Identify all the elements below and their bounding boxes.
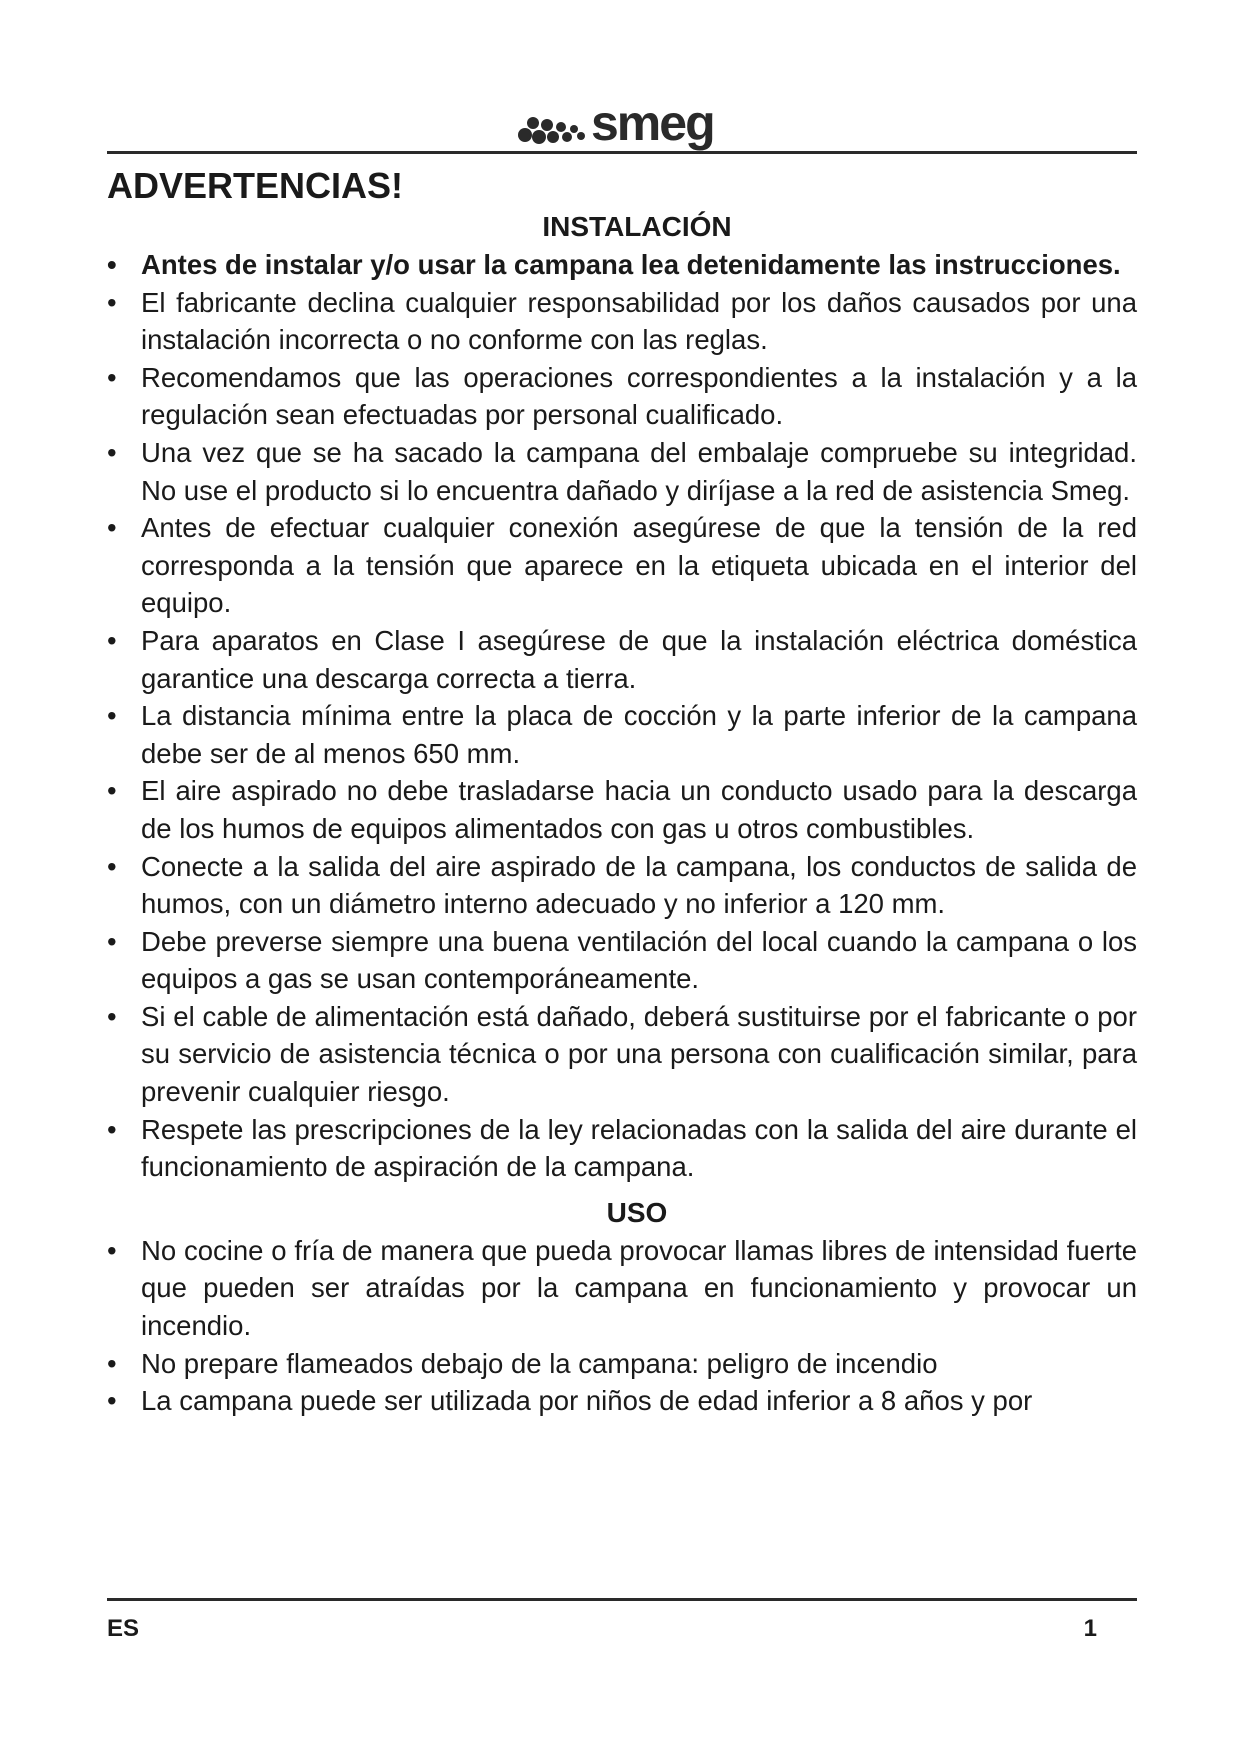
list-item: • La distancia mínima entre la placa de cocción y la parte inferior de la campana debe ser de al menos 650 mm. (107, 697, 1137, 772)
section-heading-uso: USO (606, 1196, 668, 1228)
brand-wordmark: smeg (591, 95, 714, 151)
list-item: • El aire aspirado no debe trasladarse hacia un conducto usado para la descarga de los humos de equipos alimentados con gas u otros combustibles. (107, 772, 1137, 847)
list-item: • Para aparatos en Clase I asegúrese de que la instalación eléctrica doméstica garantice una descarga correcta a tierra. (107, 622, 1137, 697)
warnings-content (107, 208, 1137, 1420)
brand-logo (517, 95, 714, 151)
list-item: • No cocine o fría de manera que pueda provocar llamas libres de intensidad fuerte que pueden ser atraídas por la campana en funcionamiento y provocar un incendio. (107, 1232, 1137, 1345)
language-code: ES (107, 1615, 140, 1642)
page-title: ADVERTENCIAS! (107, 165, 404, 206)
list-item: • Si el cable de alimentación está dañado, deberá sustituirse por el fabricante o por su servicio de asistencia técnica o por una persona con cualificación similar, para prevenir cualquier riesgo. (107, 998, 1137, 1111)
uso-list (107, 1232, 1137, 1420)
page-number: 1 (1083, 1615, 1097, 1642)
smeg-dots-logo-icon (517, 101, 589, 145)
page-header (107, 95, 1137, 154)
list-item: • Una vez que se ha sacado la campana del embalaje compruebe su integridad. No use el producto si lo encuentra dañado y diríjase a la red de asistencia Smeg. (107, 434, 1137, 509)
page-footer (107, 1598, 1137, 1651)
list-item: • El fabricante declina cualquier responsabilidad por los daños causados por una instalación incorrecta o no conforme con las reglas. (107, 284, 1137, 359)
list-item: • Respete las prescripciones de la ley relacionadas con la salida del aire durante el funcionamiento de aspiración de la campana. (107, 1111, 1137, 1186)
list-item: • Debe preverse siempre una buena ventilación del local cuando la campana o los equipos a gas se usan contemporáneamente. (107, 923, 1137, 998)
list-item: • No prepare flameados debajo de la campana: peligro de incendio (107, 1345, 1137, 1383)
list-item: • Antes de efectuar cualquier conexión asegúrese de que la tensión de la red corresponda a la tensión que aparece en la etiqueta ubicada en el interior del equipo. (107, 509, 1137, 622)
instalacion-list (107, 246, 1137, 1186)
list-item: • La campana puede ser utilizada por niños de edad inferior a 8 años y por (107, 1382, 1137, 1420)
list-item: • Recomendamos que las operaciones correspondientes a la instalación y a la regulación sean efectuadas por personal cualificado. (107, 359, 1137, 434)
list-item: • Conecte a la salida del aire aspirado de la campana, los conductos de salida de humos, con un diámetro interno adecuado y no inferior a 120 mm. (107, 848, 1137, 923)
list-item: • Antes de instalar y/o usar la campana lea detenidamente las instrucciones. (107, 246, 1137, 284)
section-heading-instalacion: INSTALACIÓN (542, 211, 732, 242)
